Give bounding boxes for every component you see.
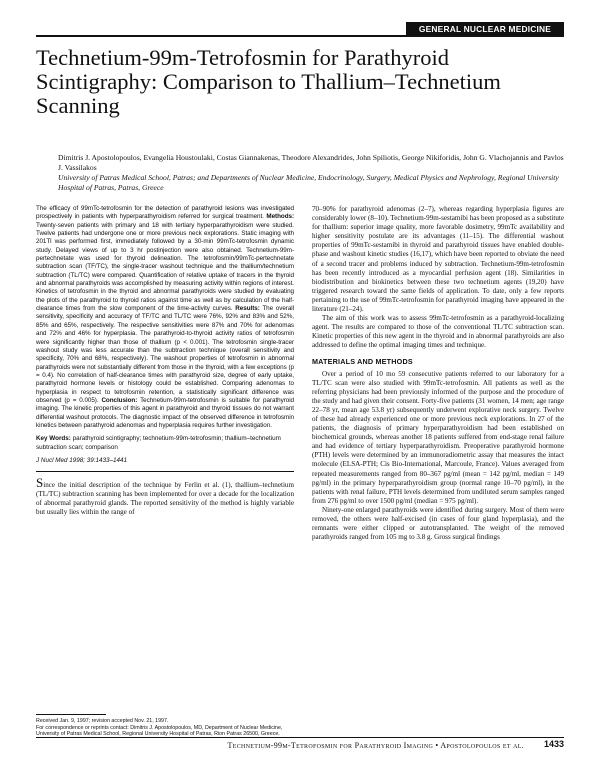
methods-paragraph-1: Over a period of 10 mo 59 consecutive patients referred to our laboratory for a TL/TC scan were also studied with 99mTc-tetrofosmin. All patients as well as the referring physicians had been previously informed of the purpose and the procedure of the study and had given their consent. Forty-five patients (31 women, 14 men; age range 22–78 yr, mean age 53.8 yr) subsequently underwent explorative neck surgery. Twelve of these had already experienced one or more previous neck explorations. In 27 of the patients, the diagnosis of primary hyperparathyroidism had been established on biochemical grounds, whereas another 18 patients suffered from end-stage renal failure and had evidence of tertiary hyperparathyroidism. Preoperative parathyroid hormone (PTH) levels were determined by an immunoradiometric assay that measures the intact molecule (ELSA-PTH; Cis Bio-International, Marcoule, France). Values averaged from repeated measurements ranged from 80–367 pg/ml (mean = 142 pg/ml, median = 149 pg/ml) in the primary hyperparathyroidism group (normal range 10–70 pg/ml), in the patients with renal failure, PTH levels determined from undiluted serum samples ranged from 276 pg/ml to over 1500 pg/ml (median = 975 pg/ml). — [312, 369, 564, 505]
header-rule — [36, 35, 564, 37]
results-label: Results: — [235, 305, 260, 313]
abstract-methods: Twenty-seven patients with primary and 18 with tertiary hyperparathyroidism were studied. Twelve patients had undergone one or more previous neck explorations. Static imaging with 201Tl was performed first, immediately followed by a 30-min 99mTc-tetrofosmin dynamic study. Delayed views of up to 3 hr postinjection were also obtained. Technetium-99m-pertechnetate was used for thyroid delineation. The tetrofosmin/99mTc-pertechnetate subtraction scan (TF/TC), the single-tracer washout technique and the thallium/technetium subtraction (TL/TC) were compared. Quantification of relative uptake of tracers in the thyroid and abnormal parathyroids was accomplished by measuring activity within regions of interest. Kinetics of tetrofosmin in the thyroid and abnormal parathyroids were studied by evaluating the plots of the parathyroid to thyroid ratios against time as well as by calculation of the half-clearance times from the slow component of the time-activity curves. — [36, 221, 294, 313]
intro-continued: 70–90% for parathyroid adenomas (2–7), whereas regarding hyperplasia figures are considerably lower (8–10). Technetium-99m-sestamibi has been proposed as a substitute for thallium: superior image quality, more favorable dosimetry, 99mTc availability and higher sensitivity postulate are its advantages (11–15). The differential washout properties of 99mTc-sestamibi in thyroid and parathyroid tissues have enabled double-phase and washout kinetic studies (16,17), which have been reported to obviate the need of a second tracer and problems induced by subtraction. Technetium-99m-tetrofosmin has been recently introduced as a myocardial perfusion agent (18). Similarities in biodistribution and biokinetics between these two technetium agents (19,20) have triggered research toward the same fields of application. To date, only a few reports pertaining to the use of 99mTc-tetrofosmin for parathyroid imaging have appeared in the literature (21–24). — [312, 205, 564, 314]
page-number: 1433 — [543, 739, 564, 749]
section-banner: GENERAL NUCLEAR MEDICINE — [406, 22, 564, 35]
footnotes — [36, 714, 294, 738]
abstract — [36, 205, 294, 464]
footnote-rule — [36, 714, 106, 715]
correspondence-note: For correspondence or reprints contact: Dimitris J. Apostolopoulos, MD, Department of Nuclear Medicine, University of Patras Medical School, Regional University Hospital of Patras, Rion Patras 26500, Greece. — [36, 724, 283, 737]
running-title: Technetium-99m-Tetrofosmin for Parathyroid Imaging • Apostolopoulos et al. — [227, 741, 524, 750]
drop-cap: S — [36, 474, 44, 490]
aim-paragraph: The aim of this work was to assess 99mTc-tetrofosmin as a parathyroid-localizing agent. The results are compared to those of the conventional TL/TC subtraction scan. Kinetic properties of this new agent in the thyroid and in abnormal parathyroids are also addressed to define the optimal imaging times and technique. — [312, 314, 564, 350]
affiliation: University of Patras Medical School, Patras; and Departments of Nuclear Medicine, Endocrinology, Surgery, Medical Physics and Nephrology, Regional University Hospital of Patras, Patras, Greece — [58, 173, 559, 192]
intro-text: ince the initial description of the technique by Ferlin et al. (1), thallium–technetium (TL/TC) subtraction scanning has been implemented for over a decade for the localization of abnormal parathyroid glands. The reported sensitivity of the method is highly variable but usually lies within the range of — [36, 480, 294, 517]
author-list: Dimitris J. Apostolopoulos, Evangelia Houstoulaki, Costas Giannakenas, Theodore Alexandrides, John Spiliotis, George Nikiforidis, John G. Vlachojannis and Pavlos J. Vassilakos — [58, 153, 564, 172]
methods-heading: MATERIALS AND METHODS — [312, 356, 413, 366]
footer-rule — [36, 737, 564, 738]
received-note: Received Jan. 9, 1997; revision accepted Nov. 21, 1997. — [36, 718, 169, 724]
keywords-label: Key Words: — [36, 435, 71, 443]
abstract-results: The overall sensitivity, specificity and accuracy of TF/TC and TL/TC were 76%, 92% and 83% and 52%, 85% and 65%, respectively. The respective sensitivities were 87% and 70% for adenomas and 72% and 46% for hyperplasia. The parathyroid-to-thyroid activity ratios of tetrofosmin were significantly higher than those of thallium (p < 0.001). The tetrofosmin single-tracer washout study was less accurate than the subtraction technique (overall sensitivity and specificity, 70% and 68%, respectively). The washout properties of tetrofosmin in abnormal parathyroids were not substantially different from those in the thyroid, with a few exceptions (p = 0.4). No correlation of half-clearance times with parathyroid size, degree of early uptake, parathyroid hormone levels or histology could be established. Comparing adenomas to hyperplasia in respect to tetrofosmin retention, a statistically significant difference was observed (p = 0.005). — [36, 305, 294, 404]
methods-label: Methods: — [266, 213, 294, 221]
keywords-text: parathyroid scintigraphy; technetium-99m-tetrofosmin; thallium–technetium subtraction scan; comparison — [36, 435, 281, 451]
methods-paragraph-2: Ninety-one enlarged parathyroids were identified during surgery. Most of them were removed, the others were half-excised (in cases of four gland hyperplasia), and the remnants were either clipped or autotransplanted. The weight of the removed parathyroids ranged from 105 mg to 3.8 g. Gross surgical findings — [312, 505, 564, 542]
article-title: Technetium-99m-Tetrofosmin for Parathyroid Scintigraphy: Comparison to Thallium–Technetium Scanning — [36, 45, 501, 118]
left-column — [36, 205, 294, 517]
right-column — [312, 205, 564, 542]
abstract-text — [36, 205, 294, 430]
abstract-intro: The efficacy of 99mTc-tetrofosmin for the detection of parathyroid lesions was investigated prospectively in patients with hyperparathyroidism referred for surgical treatment. — [36, 205, 294, 221]
keywords — [36, 435, 294, 452]
conclusion-label: Conclusion: — [101, 396, 138, 404]
intro-paragraph — [36, 474, 294, 517]
journal-citation: J Nucl Med 1998; 39:1433–1441 — [36, 456, 128, 464]
abstract-conclusion: Technetium-99m-tetrofosmin is suitable for parathyroid imaging. The kinetic properties of this agent in parathyroid and thyroid tissues do not warrant differential washout protocols. The diagnostic impact of the observed difference in tetrofosmin kinetics between parathyroid adenomas and hyperplasia requires further investigation. — [36, 396, 294, 429]
page-footer — [36, 737, 564, 751]
abstract-divider — [36, 471, 294, 472]
